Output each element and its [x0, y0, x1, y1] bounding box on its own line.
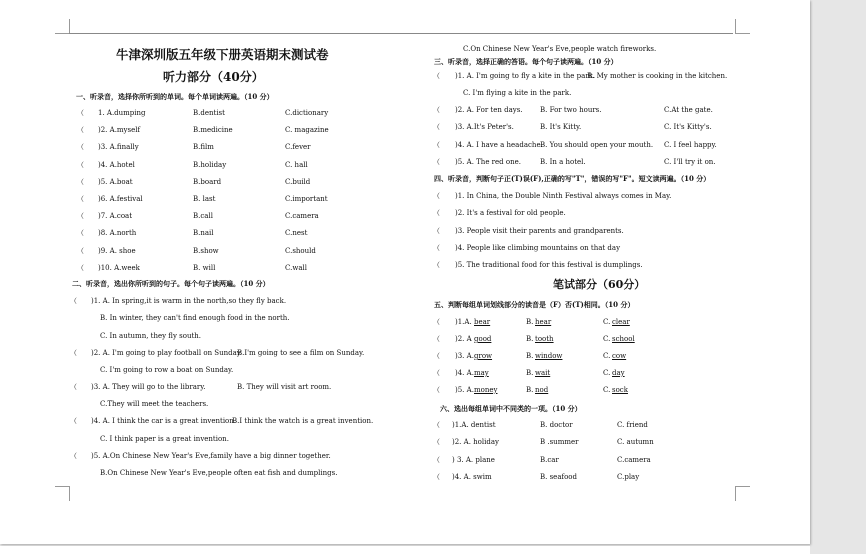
q6-option-c: C. autumn [617, 438, 654, 447]
crop-mark-bottom-left [55, 486, 70, 501]
page-title: 牛津深圳版五年级下册英语期末测试卷 [116, 47, 329, 62]
q5-word-a: money [474, 386, 498, 394]
q3-option-b: B. It's Kitty. [540, 123, 582, 132]
q2-3-a: )3. A. They will go to the library. [91, 383, 206, 391]
q1-option-b: B.board [193, 177, 222, 186]
q3-option-b: B. For two hours. [540, 106, 602, 114]
q5-word-c: day [612, 369, 625, 377]
answer-paren: （ [433, 243, 440, 252]
answer-paren: （ [433, 369, 440, 377]
answer-paren: （ [433, 421, 440, 429]
q6-option-b: B.car [540, 455, 559, 464]
answer-paren: （ [433, 209, 440, 218]
section-6-header: 六、选出每组单词中不同类的一项。（10 分） [440, 404, 582, 413]
q5-label-c: C. [603, 335, 611, 343]
q6-option-b: B. seafood [540, 472, 578, 481]
q3-1-b: B. My mother is cooking in the kitchen. [587, 72, 728, 80]
answer-paren: （ [77, 126, 84, 135]
q2-4-c: C. I think paper is a great invention. [100, 435, 229, 443]
q3-1-a: )1. A. I'm going to fly a kite in the park. [455, 72, 596, 80]
answer-paren: （ [70, 297, 77, 305]
answer-paren: （ [70, 349, 77, 357]
q6-option-a: )4. A. swim [452, 472, 492, 481]
answer-paren: （ [77, 143, 84, 152]
section-3-header: 三、听录音，选择正确的答语。每个句子读两遍。（10 分） [434, 57, 618, 66]
answer-paren: （ [70, 417, 77, 425]
q3-option-c: C. I feel happy. [664, 140, 717, 149]
q1-option-c: C.build [285, 177, 311, 186]
q5-word-a: good [474, 335, 492, 343]
q6-option-c: C.camera [617, 455, 651, 464]
q2-5-b: B.On Chinese New Year's Eve,people often eat fish and dumplings. [100, 469, 338, 477]
q1-option-b: B.call [193, 212, 213, 221]
q1-option-a: )5. A.boat [98, 177, 133, 186]
q3-option-a: )2. A. For ten days. [455, 106, 523, 114]
q1-option-a: )6. A.festival [98, 195, 143, 203]
answer-paren: （ [433, 438, 440, 447]
section-5-header: 五、判断每组单词划线部分的读音是（F）否(T)相同。（10 分） [434, 300, 635, 309]
q5-label-a: )3. A. [455, 352, 474, 360]
q1-option-c: C.fever [285, 143, 311, 152]
q5-word-c: school [612, 335, 635, 343]
crop-mark-bottom-right [735, 486, 750, 501]
q5-label-c: C. [603, 352, 611, 360]
answer-paren: （ [77, 177, 84, 186]
q6-option-a: )1.A. dentist [452, 421, 496, 429]
q1-option-b: B.medicine [193, 126, 233, 135]
q5-word-b: hear [535, 318, 552, 326]
section-2-header: 二、听录音，选出你所听到的句子。每个句子读两遍。（10 分） [72, 279, 270, 288]
answer-paren: （ [70, 383, 77, 391]
q2-4-b: B.I think the watch is a great invention. [232, 417, 374, 425]
q2-3-c: C.They will meet the teachers. [100, 400, 209, 408]
q2-4-a: )4. A. I think the car is a great invention. [91, 417, 237, 425]
q2-2-c: C. I'm going to row a boat on Sunday. [100, 366, 234, 374]
q6-option-c: C.play [617, 472, 640, 481]
answer-paren: （ [77, 160, 84, 169]
answer-paren: （ [433, 157, 440, 166]
answer-paren: （ [433, 335, 440, 343]
q3-option-b: B. You should open your mouth. [540, 140, 654, 149]
q3-option-a: )5. A. The red one. [455, 157, 521, 166]
q1-option-a: )2. A.myself [98, 126, 141, 135]
q1-option-b: B.dentist [193, 109, 225, 117]
answer-paren: （ [433, 123, 440, 132]
q5-label-c: C. [603, 369, 611, 377]
q5-label-a: )1.A. [455, 318, 472, 326]
q5-word-b: wait [535, 369, 551, 377]
answer-paren: （ [433, 352, 440, 360]
q5-label-b: B. [526, 318, 534, 326]
q1-option-c: C.important [285, 195, 328, 203]
q6-option-b: B .summer [540, 438, 579, 447]
q1-option-a: )4. A.hotel [98, 160, 135, 169]
q3-option-c: C.At the gate. [664, 106, 713, 114]
q5-word-a: may [474, 369, 489, 377]
answer-paren: （ [77, 263, 84, 272]
q2-1-b: B. In winter, they can't find enough food in the north. [100, 314, 290, 322]
answer-paren: （ [433, 72, 440, 80]
q1-option-a: )9. A. shoe [98, 246, 136, 255]
q5-word-c: sock [612, 386, 628, 394]
q5-label-a: )4. A. [455, 369, 474, 377]
q5-word-b: window [535, 352, 563, 360]
q1-option-b: B.nail [193, 229, 214, 238]
listening-title: 听力部分（40分） [163, 70, 264, 84]
q6-option-a: )2. A. holiday [452, 438, 499, 447]
answer-paren: （ [433, 318, 440, 326]
q1-option-c: C.wall [285, 263, 307, 272]
answer-paren: （ [77, 246, 84, 255]
q1-option-b: B. will [193, 263, 216, 272]
answer-paren: （ [70, 452, 77, 460]
q5-label-c: C. [603, 386, 611, 394]
answer-paren: （ [77, 195, 84, 203]
q1-option-c: C.nest [285, 229, 308, 238]
q5-label-b: B. [526, 352, 534, 360]
q5-label-a: )2. A [455, 335, 472, 343]
q1-option-c: C.should [285, 246, 316, 255]
q2-5-c: C.On Chinese New Year's Eve,people watch fireworks. [463, 45, 657, 53]
answer-paren: （ [433, 192, 440, 200]
answer-paren: （ [433, 261, 440, 270]
section-1-header: 一、听录音，选择你所听到的单词。每个单词读两遍。（10 分） [76, 92, 274, 101]
q1-option-c: C.camera [285, 212, 319, 221]
q3-option-b: B. In a hotel. [540, 157, 586, 166]
tf-statement: )1. In China, the Double Ninth Festival always comes in May. [455, 192, 672, 200]
q1-option-b: B.holiday [193, 160, 227, 169]
answer-paren: （ [433, 140, 440, 149]
q1-option-b: B. last [193, 195, 216, 203]
tf-statement: )4. People like climbing mountains on that day [455, 243, 621, 252]
q1-option-a: )7. A.coat [98, 212, 133, 221]
answer-paren: （ [433, 472, 440, 481]
q1-option-a: 1. A.dumping [98, 109, 146, 117]
q6-option-c: C. friend [617, 421, 648, 429]
q5-word-c: cow [612, 352, 627, 360]
header-rule [69, 33, 733, 34]
q2-5-a: )5. A.On Chinese New Year's Eve,family have a big dinner together. [91, 452, 331, 460]
q3-1-c: C. I'm flying a kite in the park. [463, 89, 572, 97]
q2-1-a: )1. A. In spring,it is warm in the north,so they fly back. [91, 297, 287, 305]
q5-word-b: nod [535, 386, 549, 394]
answer-paren: （ [433, 386, 440, 394]
q5-word-c: clear [612, 318, 630, 326]
tf-statement: )5. The traditional food for this festival is dumplings. [455, 261, 643, 270]
tf-statement: )2. It's a festival for old people. [455, 209, 566, 218]
next-page-edge [0, 546, 810, 554]
q5-label-a: )5. A. [455, 386, 474, 394]
q5-word-a: grow [474, 352, 493, 360]
q2-1-c: C. In autumn, they fly south. [100, 332, 202, 340]
q3-option-c: C. I'll try it on. [664, 157, 716, 166]
q1-option-a: )10. A.week [98, 263, 140, 272]
q6-option-a: ) 3. A. plane [452, 455, 495, 464]
answer-paren: （ [77, 229, 84, 238]
q1-option-c: C. magazine [285, 126, 329, 135]
q5-label-b: B. [526, 369, 534, 377]
q5-word-a: bear [474, 318, 491, 326]
answer-paren: （ [433, 106, 440, 114]
q1-option-b: B.film [193, 143, 214, 152]
q3-option-c: C. It's Kitty's. [664, 123, 712, 132]
q1-option-c: C. hall [285, 160, 308, 169]
answer-paren: （ [433, 226, 440, 235]
tf-statement: )3. People visit their parents and grandparents. [455, 226, 624, 235]
answer-paren: （ [77, 212, 84, 221]
q3-option-a: )4. A. I have a headache. [455, 140, 543, 149]
answer-paren: （ [433, 455, 440, 464]
q5-label-b: B. [526, 386, 534, 394]
q2-2-a: )2. A. I'm going to play football on Sunday. [91, 349, 243, 357]
q1-option-a: )3. A.finally [98, 143, 139, 152]
q5-word-b: tooth [535, 335, 554, 343]
q2-3-b: B. They will visit art room. [237, 383, 332, 391]
q5-label-b: B. [526, 335, 534, 343]
q1-option-a: )8. A.north [98, 229, 137, 238]
crop-mark-top-right [735, 19, 750, 34]
q1-option-b: B.show [193, 246, 219, 255]
q1-option-c: C.dictionary [285, 109, 329, 117]
q3-option-a: )3. A.It's Peter's. [455, 123, 514, 132]
answer-paren: （ [77, 109, 84, 117]
q5-label-c: C. [603, 318, 611, 326]
writing-title: 笔试部分（60分） [553, 278, 646, 291]
section-4-header: 四、听录音，判断句子正(T)误(F),正确的写"T"，错误的写"F"。短文读两遍。（10 分） [434, 174, 711, 183]
crop-mark-top-left [55, 19, 70, 34]
q6-option-b: B. doctor [540, 421, 573, 429]
q2-2-b: B.I'm going to see a film on Sunday. [237, 349, 365, 357]
